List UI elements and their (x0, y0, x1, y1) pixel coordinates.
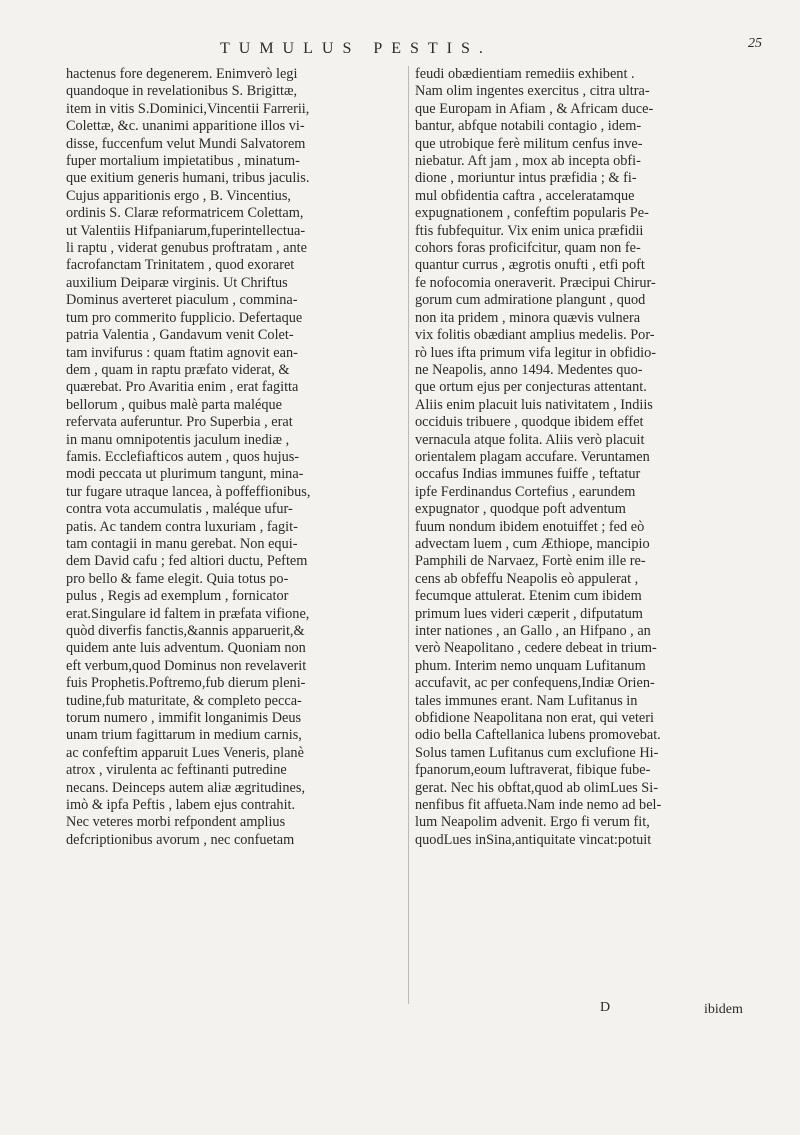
text-line: fuis Prophetis.Poftremo,fub dierum pleni- (66, 675, 306, 692)
text-line: primum lues videri cæperit , difputatum (415, 605, 643, 622)
text-line: quandoque in revelationibus S. Brigittæ, (66, 83, 298, 100)
text-line: Cujus apparitionis ergo , B. Vincentius, (66, 187, 291, 204)
text-line: mul obfidentia caftra , acceleratamque (415, 187, 635, 204)
text-line: fuum nondum ibidem enotuiffet ; fed eò (415, 518, 645, 535)
text-line: advectam luem , cum Æthiope, mancipio (415, 535, 650, 552)
text-line: bantur, abfque notabili contagio , idem- (415, 118, 642, 135)
text-line: quodLues inSina,antiquitate vincat:potuit (415, 831, 652, 848)
left-column (66, 66, 421, 849)
text-line: facrofanctam Trinitatem , quod exoraret (66, 257, 295, 274)
text-line: erat.Singulare id faltem in præfata vifione, (66, 605, 310, 622)
text-line: cens ab obfeffu Neapolis eò appulerat , (415, 570, 639, 587)
text-line: Solus tamen Lufitanus cum exclufione Hi- (415, 744, 659, 761)
text-line: rò lues ifta primum vifa legitur in obfidio- (415, 344, 657, 361)
text-line: dem David cafu ; fed altiori ductu, Peftem (66, 553, 308, 570)
text-line: ftis fubfequitur. Vix enim unica præfidii (415, 222, 644, 239)
text-line: occiduis tribuere , quodque ibidem effet (415, 414, 644, 431)
text-line: refervata auferuntur. Pro Superbia , erat (66, 414, 293, 431)
text-line: que Europam in Afiam , & Africam duce- (415, 100, 654, 117)
text-line: auxilium Deiparæ virginis. Ut Chriftus (66, 274, 288, 291)
text-line: modi peccata ut plurimum tangunt, mina- (66, 466, 304, 483)
text-line: quòd diverfis fanctis,&annis apparuerit,& (66, 623, 305, 639)
text-line: lum Neapolim advenit. Ergo fi verum fit, (415, 814, 650, 831)
text-line: in manu omnipotentis jaculum inediæ , (66, 431, 290, 448)
text-line: gerat. Nec his obftat,quod ab olimLues Si- (415, 779, 658, 796)
text-line: fe nofocomia oneraverit. Præcipui Chirur- (415, 274, 656, 291)
text-line: ipfe Ferdinandus Cortefius , earundem (415, 483, 636, 500)
text-line: unam trium fagittarum in medium carnis, (66, 727, 302, 744)
text-line: Nec veteres morbi refpondent amplius (66, 814, 286, 831)
text-line: verò Neapolitano , cedere debeat in trium- (415, 640, 657, 657)
text-line: patis. Ac tandem contra luxuriam , fagit- (66, 518, 298, 535)
text-line: hactenus fore degenerem. Enimverò legi (66, 66, 298, 82)
text-line: tam invifurus : quam ftatim agnovit ean- (66, 344, 298, 361)
text-line: defcriptionibus avorum , nec confuetam (66, 831, 295, 848)
text-line: vix folitis obædiant amplius medelis. Por- (415, 327, 655, 344)
text-line: atrox , virulenta ac feftinanti putredine (66, 762, 287, 779)
page-number: 25 (748, 36, 762, 51)
text-line: tur fugare utraque lancea, à poffeffionibus, (66, 483, 311, 500)
text-line: Pamphili de Narvaez, Fortè enim ille re- (415, 553, 646, 570)
text-line: pro bello & fame elegit. Quia totus po- (66, 570, 289, 587)
text-line: vernacula atque folita. Aliis verò placuit (415, 431, 645, 448)
text-line: nenfibus fit affueta.Nam inde nemo ad bel- (415, 797, 662, 814)
right-column (415, 66, 760, 849)
text-line: phum. Interim nemo unquam Lufitanum (415, 657, 646, 674)
text-line: li raptu , viderat genubus proftratam , ante (66, 240, 307, 257)
text-line: expugnationem , confeftim popularis Pe- (415, 205, 649, 222)
text-line: disse, fuccenfum velut Mundi Salvatorem (66, 135, 306, 152)
text-line: inter nationes , an Gallo , an Hifpano , an (415, 623, 651, 639)
text-line: famis. Ecclefiafticos autem , quos hujus- (66, 448, 300, 465)
text-line: bellorum , quibus malè parta maléque (66, 396, 282, 413)
text-line: que utrobique ferè militum cenfus inve- (415, 135, 643, 152)
text-line: ut Valentiis Hifpaniarum,fuperintellectua- (66, 222, 306, 239)
text-line: quidem ante luis adventum. Quoniam non (66, 640, 306, 657)
text-line: orientalem plagam accufare. Veruntamen (415, 448, 650, 465)
text-line: que ortum ejus per conjecturas attentant. (415, 379, 647, 396)
text-line: gorum cum admiratione plangunt , quod (415, 292, 646, 309)
text-line: dem , quam in raptu præfato viderat, & (66, 361, 290, 378)
text-line: dione , moriuntur intus præfidia ; & fi- (415, 170, 637, 187)
text-line: cohors foras proficifcitur, quam non fe- (415, 240, 641, 257)
running-title: TUMULUS PESTIS. (220, 40, 492, 57)
text-line: que exitium generis humani, tribus jaculis. (66, 170, 310, 187)
text-line: item in vitis S.Dominici,Vincentii Farrerii, (66, 100, 310, 117)
text-line: fpanorum,eoum luftraverat, fibique fube- (415, 762, 651, 779)
text-line: torum numero , immifit longanimis Deus (66, 710, 302, 727)
text-line: fuper mortalium impietatibus , minatum- (66, 153, 300, 170)
text-line: ordinis S. Claræ reformatricem Colettam, (66, 205, 304, 222)
text-line: feudi obædientiam remediis exhibent . (415, 66, 635, 82)
text-line: pulus , Regis ad exemplum , fornicator (66, 588, 289, 605)
text-line: Nam olim ingentes exercitus , citra ultra- (415, 83, 650, 100)
text-line: tum pro commerito fupplicio. Defertaque (66, 309, 303, 326)
text-line: eft verbum,quod Dominus non revelaverit (66, 657, 307, 674)
signature-mark: D (600, 1000, 611, 1015)
text-line: odio bella Caftellanica lubens promovebat. (415, 727, 661, 744)
text-line: tam contagii in manu gerebat. Non equi- (66, 535, 298, 552)
text-line: expugnator , quodque poft adventum (415, 501, 626, 518)
text-line: Dominus averteret piaculum , commina- (66, 292, 298, 309)
text-line: obfidione Neapolitana non erat, qui veteri (415, 710, 654, 727)
text-line: imò & ipfa Peftis , labem ejus contrahit. (66, 797, 296, 814)
text-line: quantur currus , ægrotis onufti , etfi poft (415, 257, 645, 274)
text-line: patria Valentia , Gandavum venit Colet- (66, 327, 294, 344)
text-line: accufavit, ac per confequens,Indiæ Orien- (415, 675, 655, 692)
text-line: niebatur. Aft jam , mox ab incepta obfi- (415, 153, 641, 170)
text-line: tales immunes erant. Nam Lufitanus in (415, 692, 638, 709)
text-line: occafus Indias immunes fuiffe , teftatur (415, 466, 641, 483)
text-line: Colettæ, &c. unanimi apparitione illos vi- (66, 118, 305, 135)
text-line: tudine,fub maturitate, & completo pecca- (66, 692, 302, 709)
text-line: fecumque attulerat. Etenim cum ibidem (415, 588, 642, 605)
column-divider (408, 66, 409, 1004)
text-line: quærebat. Pro Avaritia enim , erat fagitta (66, 379, 299, 396)
text-line: necans. Deinceps autem aliæ ægritudines, (66, 779, 306, 796)
text-line: ne Neapolis, anno 1494. Medentes quo- (415, 361, 643, 378)
text-line: non ita pridem , minora quævis vulnera (415, 309, 641, 326)
text-line: ac confeftim apparuit Lues Veneris, planè (66, 744, 304, 761)
text-line: Aliis enim placuit luis nativitatem , Indiis (415, 396, 653, 413)
text-line: contra vota accumulatis , maléque ufur- (66, 501, 293, 518)
catchword: ibidem (704, 1002, 743, 1017)
